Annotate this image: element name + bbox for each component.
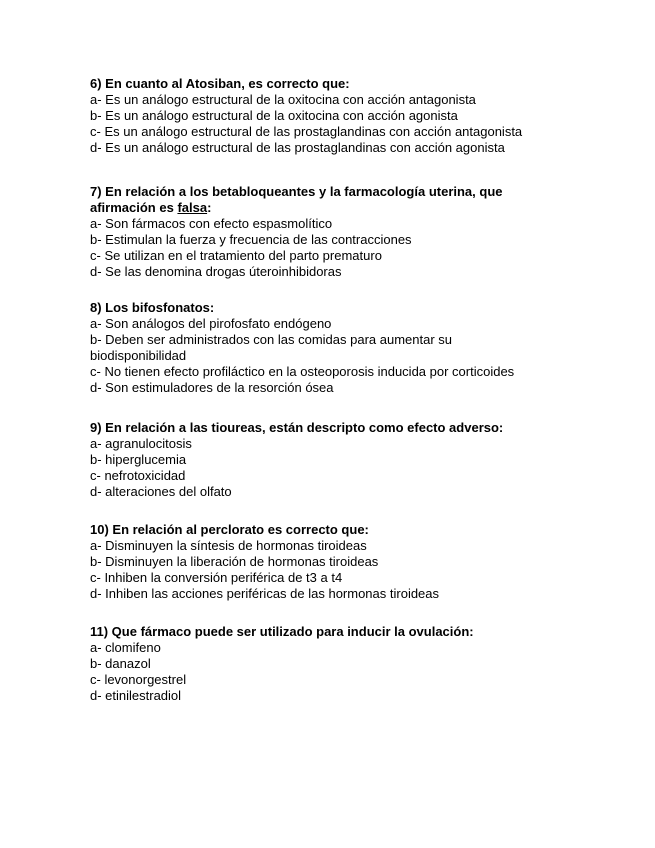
question-9-option-c: c- nefrotoxicidad: [90, 468, 186, 483]
question-10-option-c: c- Inhiben la conversión periférica de t3 a t4: [90, 570, 343, 585]
question-11-title: 11) Que fármaco puede ser utilizado para inducir la ovulación:: [90, 624, 474, 639]
question-6: [90, 76, 522, 156]
question-10-option-b: b- Disminuyen la liberación de hormonas tiroideas: [90, 554, 379, 569]
question-7-title-underlined-word: falsa: [177, 200, 208, 215]
question-9-option-b: b- hiperglucemia: [90, 452, 187, 467]
question-7-option-d: d- Se las denomina drogas úteroinhibidoras: [90, 264, 342, 279]
question-9-title: 9) En relación a las tioureas, están descripto como efecto adverso:: [90, 420, 504, 435]
question-6-title: 6) En cuanto al Atosiban, es correcto que:: [90, 76, 350, 91]
question-6-option-b: b- Es un análogo estructural de la oxitocina con acción agonista: [90, 108, 458, 123]
question-9-option-a: a- agranulocitosis: [90, 436, 192, 451]
question-8-option-b: b- Deben ser administrados con las comidas para aumentar su: [90, 332, 453, 347]
question-8: [90, 300, 514, 396]
question-10-option-a: a- Disminuyen la síntesis de hormonas tiroideas: [90, 538, 367, 553]
question-11-option-a: a- clomifeno: [90, 640, 161, 655]
question-11-option-b: b- danazol: [90, 656, 151, 671]
question-10-option-d: d- Inhiben las acciones periféricas de las hormonas tiroideas: [90, 586, 440, 601]
question-8-option-a: a- Son análogos del pirofosfato endógeno: [90, 316, 332, 331]
question-8-option-d: d- Son estimuladores de la resorción ósea: [90, 380, 334, 395]
question-7: [90, 184, 503, 280]
question-7-option-a: a- Son fármacos con efecto espasmolítico: [90, 216, 333, 231]
question-7-option-b: b- Estimulan la fuerza y frecuencia de las contracciones: [90, 232, 412, 247]
question-10: [90, 522, 439, 602]
question-7-title-prefix: afirmación es: [90, 200, 178, 215]
question-8-option-b-continued: biodisponibilidad: [90, 348, 187, 363]
question-9-option-d: d- alteraciones del olfato: [90, 484, 232, 499]
question-7-title-suffix: :: [207, 200, 212, 215]
question-8-option-c: c- No tienen efecto profiláctico en la osteoporosis inducida por corticoides: [90, 364, 515, 379]
question-8-title: 8) Los bifosfonatos:: [90, 300, 215, 315]
question-7-title-line1: 7) En relación a los betabloqueantes y la farmacología uterina, que: [90, 184, 503, 199]
question-7-option-c: c- Se utilizan en el tratamiento del parto prematuro: [90, 248, 382, 263]
question-11: [90, 624, 474, 704]
question-9: [90, 420, 503, 500]
question-6-option-c: c- Es un análogo estructural de las prostaglandinas con acción antagonista: [90, 124, 523, 139]
question-11-option-c: c- levonorgestrel: [90, 672, 187, 687]
question-10-title: 10) En relación al perclorato es correcto que:: [90, 522, 369, 537]
question-6-option-d: d- Es un análogo estructural de las prostaglandinas con acción agonista: [90, 140, 505, 155]
question-11-option-d: d- etinilestradiol: [90, 688, 182, 703]
question-7-title-line2: [90, 200, 503, 216]
question-6-option-a: a- Es un análogo estructural de la oxitocina con acción antagonista: [90, 92, 476, 107]
